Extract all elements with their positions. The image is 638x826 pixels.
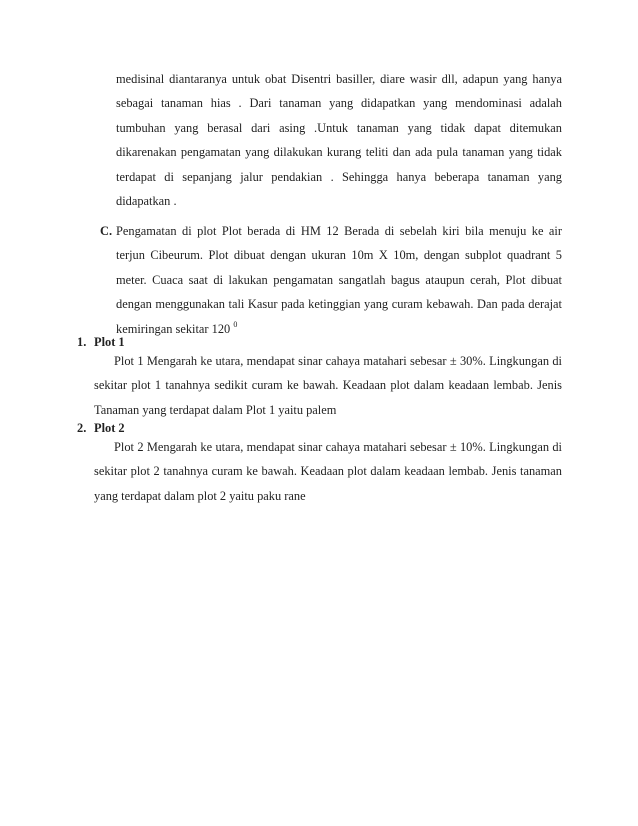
- plot2-line: Plot 2 Mengarah ke utara, mendapat sinar cahaya matahari sebesar ± 10%. Lingkungan di: [114, 440, 562, 454]
- plot1-line: sekitar plot 1 tanahnya sedikit curam ke bawah. Keadaan plot dalam keadaan lembab. Jenis: [94, 378, 562, 393]
- section-c-label: C.: [100, 224, 113, 238]
- section-c-observation: [100, 219, 562, 341]
- paragraph-line: didapatkan .: [116, 193, 177, 208]
- plot1-line: Tanaman yang terdapat dalam Plot 1 yaitu palem: [94, 402, 337, 417]
- plot1-number: 1.: [77, 335, 87, 349]
- section-c-line: dengan menggunakan tali Kasur pada ketinggian yang curam kebawah. Dan pada derajat: [116, 297, 562, 312]
- paragraph-line: tumbuhan yang berasal dari asing .Untuk tanaman yang tidak dapat ditemukan: [116, 120, 562, 135]
- plot2-title: Plot 2: [94, 421, 125, 435]
- plot2-body: [94, 435, 562, 508]
- paragraph-plant-findings: [116, 67, 562, 213]
- plot1-heading: [77, 335, 125, 350]
- plot2-heading: [77, 421, 125, 436]
- plot1-line: Plot 1 Mengarah ke utara, mendapat sinar cahaya matahari sebesar ± 30%. Lingkungan di: [114, 354, 562, 368]
- section-c-line: Pengamatan di plot Plot berada di HM 12 Berada di sebelah kiri bila menuju ke air: [116, 224, 562, 238]
- paragraph-line: terdapat di sepanjang jalur pendakian . Sehingga hanya beberapa tanaman yang: [116, 169, 562, 184]
- slope-text: kemiringan sekitar 120: [116, 321, 231, 336]
- plot1-body: [94, 349, 562, 422]
- plot2-line: sekitar plot 2 tanahnya curam ke bawah. Keadaan plot dalam keadaan lembab. Jenis tanaman: [94, 464, 562, 479]
- paragraph-line: medisinal diantaranya untuk obat Disentri basiller, diare wasir dll, adapun yang hanya: [116, 72, 562, 86]
- paragraph-line: sebagai tanaman hias . Dari tanaman yang didapatkan yang mendominasi adalah: [116, 96, 562, 111]
- section-c-line-last: [116, 317, 562, 341]
- section-c-line: meter. Cuaca saat di lakukan pengamatan sangatlah bagus ataupun cerah, Plot dibuat: [116, 272, 562, 287]
- paragraph-line: dikarenakan pengamatan yang dilakukan kurang teliti dan ada pula tanaman yang tidak: [116, 145, 562, 160]
- section-c-line: terjun Cibeurum. Plot dibuat dengan ukuran 10m X 10m, dengan subplot quadrant 5: [116, 248, 562, 263]
- plot2-line: yang terdapat dalam plot 2 yaitu paku rane: [94, 488, 306, 503]
- degree-superscript: 0: [233, 319, 238, 329]
- plot2-number: 2.: [77, 421, 87, 435]
- plot1-title: Plot 1: [94, 335, 125, 349]
